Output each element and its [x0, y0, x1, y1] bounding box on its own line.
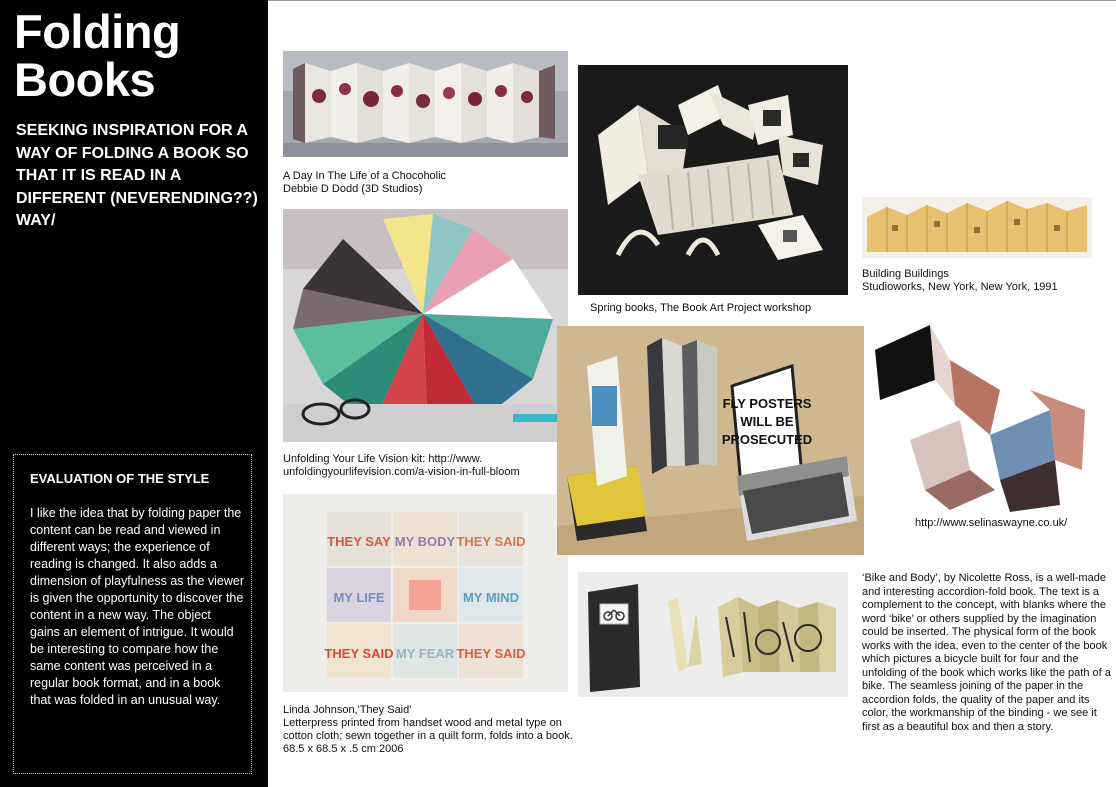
caption-building-buildings — [862, 268, 1058, 294]
caption-spring-books: Spring books, The Book Art Project workshop — [590, 302, 812, 314]
bike-and-body-description: ‘Bike and Body’, by Nicolette Ross, is a well-made and interesting accordion-fold book. The text is a complement to the concept, with blanks where the word ‘bike’ or others supplied by the imagination could be inserted. The physical form of the book works with the idea, even to the center of the book which pictures a bicycle built for four and the unfolding of the book which works like the path of a bike. The seamless joining of the paper in the accordion folds, the quality of the paper and its color, the workmanship of the binding - we see it first as a beautiful box and then a story. — [862, 572, 1111, 733]
sign-line-1: FLY POSTERS — [722, 396, 812, 411]
evaluation-box — [13, 454, 252, 774]
photo-fly-posters-books — [557, 326, 864, 555]
title-line-2: Books — [14, 53, 156, 106]
caption-unfolding — [283, 453, 520, 479]
photo-they-said-quilt — [283, 494, 568, 692]
sign-line-2: WILL BE — [740, 414, 794, 429]
top-divider — [268, 0, 1116, 1]
caption-unfolding-line-2: unfoldingyourlifevision.com/a-vision-in-full-bloom — [283, 466, 520, 478]
caption-buildings-title: Building Buildings — [862, 268, 949, 280]
photo-spring-books — [578, 65, 848, 295]
caption-chocoholic — [283, 170, 446, 196]
caption-they-said-title: Linda Johnson,'They Said' — [283, 704, 412, 716]
caption-chocoholic-author: Debbie D Dodd (3D Studios) — [283, 183, 423, 195]
caption-they-said-details: Letterpress printed from handset wood and metal type on cotton cloth; sewn together in a quilt form, folds into a book. 68.5 x 68.5 x .5 cm 2006 — [283, 717, 573, 755]
sign-line-3: PROSECUTED — [721, 432, 813, 447]
page-title — [14, 5, 181, 106]
caption-unfolding-line-1: Unfolding Your Life Vision kit: http://www. — [283, 453, 483, 465]
subtitle: SEEKING INSPIRATION FOR A WAY OF FOLDING A BOOK SO THAT IT IS READ IN A DIFFERENT (NEVERENDING??) WAY/ — [16, 122, 258, 229]
quilt-my-body: MY BODY — [394, 534, 456, 549]
photo-bike-and-body — [578, 572, 848, 697]
quilt-my-mind: MY MIND — [462, 590, 520, 605]
quilt-my-life: MY LIFE — [333, 590, 385, 605]
photo-building-buildings — [862, 197, 1092, 258]
sidebar — [0, 0, 268, 787]
quilt-they-say: THEY SAY — [327, 534, 391, 549]
quilt-they-said-top: THEY SAID — [456, 534, 526, 549]
caption-chocoholic-title: A Day In The Life of a Chocoholic — [283, 170, 447, 182]
caption-they-said — [283, 704, 579, 756]
evaluation-text: I like the idea that by folding paper the content can be read and viewed in different ways; the experience of reading is changed. It also adds a dimension of playfulness as the viewer is given the opportunity to discover the content in a new way. The object gains an element of intrigue. It would be interesting to compare how the same content was perceived in a regular book format, and in a book that was folded in an unusual way. — [30, 506, 245, 707]
title-line-1: Folding — [14, 5, 181, 58]
evaluation-heading: EVALUATION OF THE STYLE — [30, 471, 210, 486]
photo-selina-swayne — [870, 320, 1092, 516]
quilt-they-said-bottom-right: THEY SAID — [456, 646, 526, 661]
photo-star-book — [283, 209, 568, 442]
photo-chocoholic-book — [283, 51, 568, 157]
caption-buildings-details: Studioworks, New York, New York, 1991 — [862, 281, 1058, 293]
quilt-they-said-bottom-left: THEY SAID — [324, 646, 394, 661]
caption-selina-swayne-link[interactable]: http://www.selinaswayne.co.uk/ — [915, 517, 1068, 529]
quilt-my-fear: MY FEAR — [395, 646, 455, 661]
